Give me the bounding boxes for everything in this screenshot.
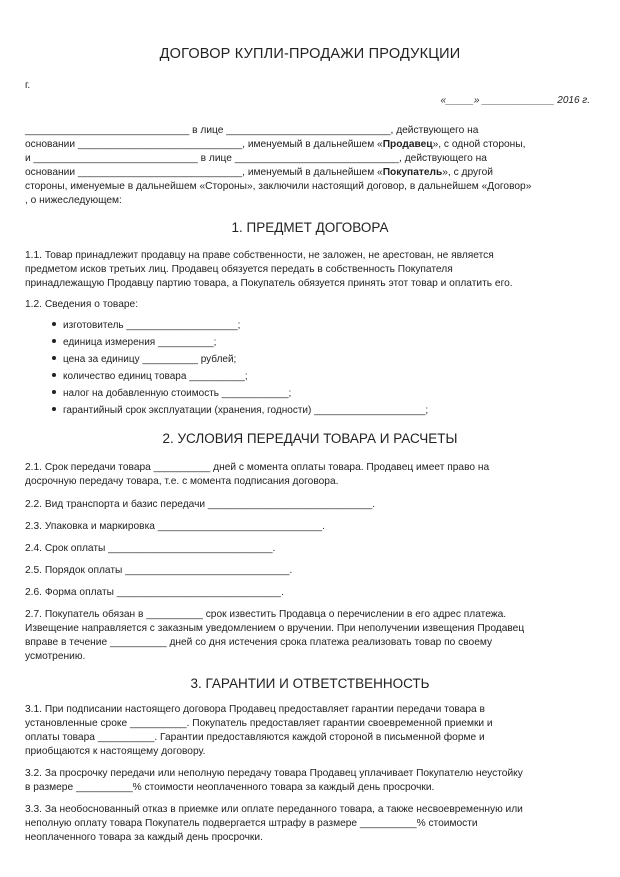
- section-heading: 3. ГАРАНТИИ И ОТВЕТСТВЕННОСТЬ: [190, 676, 430, 691]
- clause-line: 3.1. При подписании настоящего договора Продавец предоставляет гарантии передачи товара в: [25, 704, 485, 715]
- preamble-line: , о нижеследующем:: [25, 195, 122, 206]
- section-heading: 2. УСЛОВИЯ ПЕРЕДАЧИ ТОВАРА И РАСЧЕТЫ: [162, 431, 458, 446]
- clause-line: приобщаются к настоящему договору.: [25, 746, 206, 757]
- clause-line: 2.3. Упаковка и маркировка _____________________________.: [25, 521, 325, 532]
- clause-line: установленные сроке __________. Покупатель предоставляет гарантии своевременной приемки и: [25, 718, 493, 729]
- clause-line: 3.2. За просрочку передачи или неполную передачу товара Продавец уплачивает Покупателю неустойку: [25, 768, 523, 779]
- bullet-icon: [52, 390, 56, 394]
- bullet-icon: [52, 356, 56, 360]
- item-text: налог на добавленную стоимость ____________;: [63, 388, 292, 399]
- preamble-line: и _____________________________ в лице _____________________________, действующего на: [25, 153, 487, 164]
- clause-line: вправе в течение __________ дней со дня истечения срока платежа реализовать товар по своему: [25, 637, 493, 648]
- preamble-line: [25, 138, 525, 151]
- section-heading: 1. ПРЕДМЕТ ДОГОВОРА: [231, 220, 389, 235]
- item-text: гарантийный срок эксплуатации (хранения, годности) ____________________;: [63, 405, 429, 416]
- bullet-icon: [52, 322, 56, 326]
- seller-term: Продавец: [382, 139, 433, 150]
- item-text: изготовитель ____________________;: [63, 320, 241, 331]
- clause-line: усмотрению.: [25, 651, 86, 662]
- clause-line: 2.4. Срок оплаты _____________________________.: [25, 543, 276, 554]
- preamble-line: _____________________________ в лице _____________________________, действующего на: [25, 125, 479, 136]
- preamble-line: [25, 166, 493, 179]
- clause-line: 3.3. За необоснованный отказ в приемке или оплате переданного товара, а также несвоевременную или: [25, 804, 523, 815]
- product-info-item: [52, 371, 248, 382]
- document-title: ДОГОВОР КУПЛИ-ПРОДАЖИ ПРОДУКЦИИ: [159, 46, 461, 62]
- city-field: г.: [25, 80, 31, 91]
- bullet-icon: [52, 373, 56, 377]
- clause-line: неполную оплату товара Покупатель подвергается штрафу в размере __________% стоимости: [25, 818, 478, 829]
- clause-line: 2.5. Порядок оплаты _____________________________.: [25, 565, 293, 576]
- clause-line: 2.2. Вид транспорта и базис передачи _____________________________.: [25, 499, 376, 510]
- product-info-item: [52, 320, 240, 331]
- clause-line: оплаты товара __________. Гарантии предоставляются каждой стороной в письменной форме и: [25, 732, 485, 743]
- preamble-text: основании _____________________________, именуемый в дальнейшем «: [25, 139, 383, 150]
- buyer-term: Покупатель: [382, 167, 443, 178]
- clause-line: 2.6. Форма оплаты _____________________________.: [25, 587, 284, 598]
- date-field: «_____» _____________ 2016 г.: [440, 95, 590, 106]
- clause-line: 1.2. Сведения о товаре:: [25, 299, 139, 310]
- item-text: количество единиц товара __________;: [63, 371, 248, 382]
- clause-line: досрочную передачу товара, т.е. с момента подписания договора.: [25, 476, 339, 487]
- bullet-icon: [52, 407, 56, 411]
- preamble-line: стороны, именуемые в дальнейшем «Стороны», заключили настоящий договор, в дальнейшем «Договор»: [25, 181, 532, 192]
- clause-line: Извещение направляется с заказным уведомлением о вручении. При неполучении извещения Продавец: [25, 623, 525, 634]
- clause-line: 1.1. Товар принадлежит продавцу на праве собственности, не заложен, не арестован, не является: [25, 250, 494, 261]
- clause-line: неоплаченного товара за каждый день просрочки.: [25, 832, 263, 843]
- product-info-item: [52, 405, 428, 416]
- product-info-item: [52, 354, 236, 365]
- clause-line: предметом исков третьих лиц. Продавец обязуется передать в собственность Покупателя: [25, 264, 453, 275]
- item-text: цена за единицу __________ рублей;: [63, 354, 237, 365]
- preamble-text: », с другой: [442, 167, 493, 178]
- item-text: единица измерения __________;: [63, 337, 217, 348]
- clause-line: принадлежащую Продавцу партию товара, а Покупатель обязуется принять этот товар и оплатить его.: [25, 278, 513, 289]
- product-info-item: [52, 337, 216, 348]
- clause-line: 2.7. Покупатель обязан в __________ срок известить Продавца о перечислении в его адрес платежа.: [25, 609, 507, 620]
- preamble-text: », с одной стороны,: [432, 139, 526, 150]
- clause-line: 2.1. Срок передачи товара __________ дней с момента оплаты товара. Продавец имеет право на: [25, 462, 490, 473]
- clause-line: в размере __________% стоимости неоплаченного товара за каждый день просрочки.: [25, 782, 435, 793]
- preamble-text: основании _____________________________, именуемый в дальнейшем «: [25, 167, 383, 178]
- product-info-item: [52, 388, 291, 399]
- bullet-icon: [52, 339, 56, 343]
